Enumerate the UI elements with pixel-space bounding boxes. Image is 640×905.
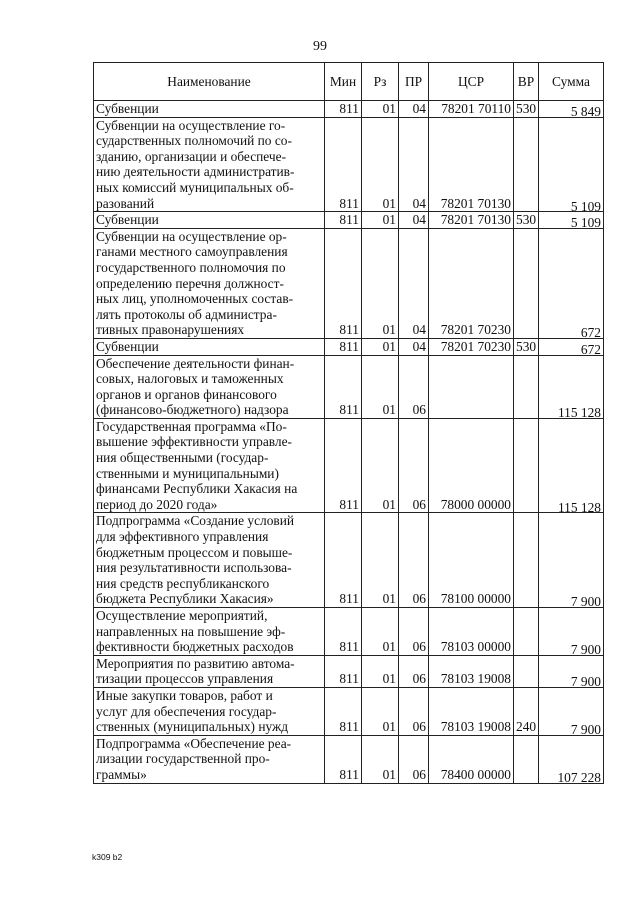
row-name-line: ных лиц, уполномоченных состав- (96, 291, 294, 307)
row-name-line: совых, налоговых и таможенных (96, 371, 284, 387)
row-vr-cell (514, 117, 539, 212)
row-pr-cell: 04 (399, 212, 429, 229)
row-csr-cell: 78201 70130 (429, 212, 514, 229)
row-name-line: тивных правонарушениях (96, 322, 245, 338)
row-name-line: Осуществление мероприятий, (96, 608, 268, 623)
row-sum-cell (539, 355, 604, 421)
row-vr-cell (514, 513, 539, 608)
row-sum-value: 7 900 (570, 722, 601, 738)
row-min-cell: 811 (325, 513, 362, 608)
row-name-line: Субвенции (96, 338, 159, 354)
row-sum-cell (539, 608, 604, 656)
row-name-line: Обеспечение деятельности финан- (96, 355, 295, 371)
row-name-line: ганами местного самоуправления (96, 244, 288, 260)
row-csr-cell: 78400 00000 (429, 735, 514, 783)
row-name-line: (финансово-бюджетного) надзора (96, 402, 289, 418)
table-row (94, 355, 604, 418)
row-name-line: органов и органов финансового (96, 386, 277, 402)
row-name-line: финансами Республики Хакасия на (96, 481, 298, 497)
row-pr-cell: 06 (399, 687, 429, 735)
row-name-cell (94, 117, 325, 212)
row-min-cell: 811 (325, 687, 362, 735)
row-csr-cell: 78201 70230 (429, 228, 514, 338)
row-name-line: бюджета Республики Хакасия» (96, 591, 274, 607)
row-sum-value: 5 849 (570, 104, 601, 119)
row-vr-cell (514, 418, 539, 513)
row-sum-cell (539, 513, 604, 608)
row-pr-cell: 04 (399, 117, 429, 212)
row-min-cell: 811 (325, 212, 362, 229)
row-vr-cell: 530 (514, 212, 539, 229)
row-min-cell: 811 (325, 117, 362, 212)
row-name-line: ственными и муниципальными) (96, 465, 279, 481)
row-rz-cell: 01 (362, 101, 399, 118)
row-sum-cell (539, 687, 604, 738)
table-row (94, 687, 604, 735)
table-row (94, 513, 604, 608)
row-name-line: Подпрограмма «Создание условий (96, 513, 295, 529)
table-row (94, 608, 604, 656)
row-sum-cell (539, 418, 604, 513)
row-name-line: Субвенции на осуществление ор- (96, 228, 287, 244)
row-pr-cell: 06 (399, 735, 429, 783)
row-sum-value: 7 900 (570, 674, 601, 690)
row-csr-cell: 78201 70110 (429, 101, 514, 118)
table-row (94, 212, 604, 229)
row-vr-cell (514, 655, 539, 687)
row-pr-cell: 06 (399, 655, 429, 687)
row-min-cell: 811 (325, 608, 362, 656)
row-vr-cell (514, 735, 539, 783)
row-sum-cell (539, 655, 604, 690)
row-sum-cell (539, 101, 604, 118)
row-min-cell: 811 (325, 735, 362, 783)
row-name-line: Иные закупки товаров, работ и (96, 687, 273, 703)
row-sum-value: 115 128 (557, 499, 601, 515)
header-name: Наименование (94, 63, 325, 101)
row-name-line: Субвенции на осуществление го- (96, 117, 286, 133)
row-rz-cell: 01 (362, 418, 399, 513)
row-vr-cell (514, 228, 539, 338)
row-rz-cell: 01 (362, 513, 399, 608)
row-name-line: период до 2020 года» (96, 496, 218, 512)
row-rz-cell: 01 (362, 338, 399, 355)
row-name-line: Подпрограмма «Обеспечение реа- (96, 735, 292, 751)
row-name-line: нию деятельности административ- (96, 164, 295, 180)
row-name-cell (94, 513, 325, 608)
row-csr-cell: 78103 00000 (429, 608, 514, 656)
row-name-cell (94, 687, 325, 735)
row-name-line: граммы» (96, 766, 147, 782)
page-number: 99 (313, 39, 327, 54)
header-row (94, 63, 604, 101)
table-row (94, 735, 604, 783)
row-vr-cell (514, 608, 539, 656)
row-min-cell: 811 (325, 338, 362, 355)
header-pr: ПР (399, 63, 429, 101)
row-name-line: государственного полномочия по (96, 259, 286, 275)
row-name-line: лизации государственной про- (96, 751, 270, 767)
row-name-line: ственных (муниципальных) нужд (96, 719, 289, 735)
row-name-line: ния результативности использова- (96, 560, 292, 576)
row-sum-value: 672 (580, 341, 601, 357)
row-name-line: сударственных полномочий по со- (96, 133, 292, 149)
row-sum-value: 5 109 (570, 198, 601, 214)
row-rz-cell: 01 (362, 355, 399, 418)
row-rz-cell: 01 (362, 117, 399, 212)
row-name-cell (94, 338, 325, 355)
row-csr-cell: 78100 00000 (429, 513, 514, 608)
row-name-line: направленных на повышение эф- (96, 623, 286, 639)
row-csr-cell: 78201 70130 (429, 117, 514, 212)
row-min-cell: 811 (325, 101, 362, 118)
row-csr-cell: 78103 19008 (429, 687, 514, 735)
row-pr-cell: 06 (399, 355, 429, 418)
row-sum-value: 5 109 (570, 215, 601, 231)
budget-table (93, 62, 604, 784)
row-sum-value: 115 128 (557, 405, 601, 421)
row-sum-value: 7 900 (570, 642, 601, 658)
row-vr-cell: 530 (514, 101, 539, 118)
header-rz: Рз (362, 63, 399, 101)
row-name-line: лять протоколы об администра- (96, 306, 277, 322)
table-row (94, 101, 604, 118)
header-min: Мин (325, 63, 362, 101)
table-row (94, 655, 604, 687)
row-name-line: Мероприятия по развитию автома- (96, 655, 295, 671)
row-sum-value: 672 (580, 325, 601, 341)
table-row (94, 418, 604, 513)
header-csr: ЦСР (429, 63, 514, 101)
row-min-cell: 811 (325, 355, 362, 418)
footer-code: k309 b2 (92, 852, 123, 862)
row-vr-cell: 240 (514, 687, 539, 735)
row-min-cell: 811 (325, 228, 362, 338)
row-sum-cell (539, 228, 604, 341)
row-csr-cell (429, 355, 514, 418)
row-rz-cell: 01 (362, 608, 399, 656)
row-vr-cell: 530 (514, 338, 539, 355)
row-rz-cell: 01 (362, 655, 399, 687)
row-name-line: ных комиссий муниципальных об- (96, 179, 294, 195)
row-name-line: определению перечня должност- (96, 275, 284, 291)
row-name-line: бюджетным процессом и повыше- (96, 544, 293, 560)
row-name-cell (94, 418, 325, 513)
row-name-line: для эффективного управления (96, 529, 269, 545)
row-sum-value: 107 228 (557, 769, 601, 785)
row-pr-cell: 04 (399, 101, 429, 118)
row-min-cell: 811 (325, 655, 362, 687)
row-csr-cell: 78103 19008 (429, 655, 514, 687)
row-name-line: Субвенции (96, 212, 159, 228)
row-pr-cell: 06 (399, 513, 429, 608)
row-sum-cell (539, 212, 604, 229)
row-name-line: зданию, организации и обеспече- (96, 148, 287, 164)
row-name-cell (94, 228, 325, 338)
row-rz-cell: 01 (362, 735, 399, 783)
row-name-line: фективности бюджетных расходов (96, 639, 294, 655)
row-vr-cell (514, 355, 539, 418)
row-name-line: Субвенции (96, 101, 159, 116)
row-name-line: разований (96, 195, 155, 211)
row-sum-cell (539, 338, 604, 355)
row-name-cell (94, 735, 325, 783)
row-min-cell: 811 (325, 418, 362, 513)
row-pr-cell: 04 (399, 228, 429, 338)
row-csr-cell: 78000 00000 (429, 418, 514, 513)
row-pr-cell: 06 (399, 608, 429, 656)
table-row (94, 338, 604, 355)
row-sum-cell (539, 117, 604, 212)
row-name-line: вышение эффективности управле- (96, 434, 292, 450)
row-name-cell (94, 212, 325, 229)
row-name-line: ния общественными (государ- (96, 450, 269, 466)
row-sum-value: 7 900 (570, 594, 601, 610)
row-pr-cell: 06 (399, 418, 429, 513)
table-row (94, 117, 604, 212)
row-pr-cell: 04 (399, 338, 429, 355)
row-name-cell (94, 355, 325, 418)
row-rz-cell: 01 (362, 212, 399, 229)
header-vr: ВР (514, 63, 539, 101)
table-row (94, 228, 604, 338)
row-csr-cell: 78201 70230 (429, 338, 514, 355)
row-name-line: тизации процессов управления (96, 671, 274, 687)
row-name-cell (94, 101, 325, 118)
row-sum-cell (539, 735, 604, 783)
row-rz-cell: 01 (362, 228, 399, 338)
row-name-cell (94, 608, 325, 656)
row-name-cell (94, 655, 325, 687)
row-rz-cell: 01 (362, 687, 399, 735)
header-sum: Сумма (539, 63, 604, 101)
row-name-line: Государственная программа «По- (96, 418, 287, 434)
row-name-line: услуг для обеспечения государ- (96, 703, 277, 719)
row-name-line: ния средств республиканского (96, 575, 270, 591)
